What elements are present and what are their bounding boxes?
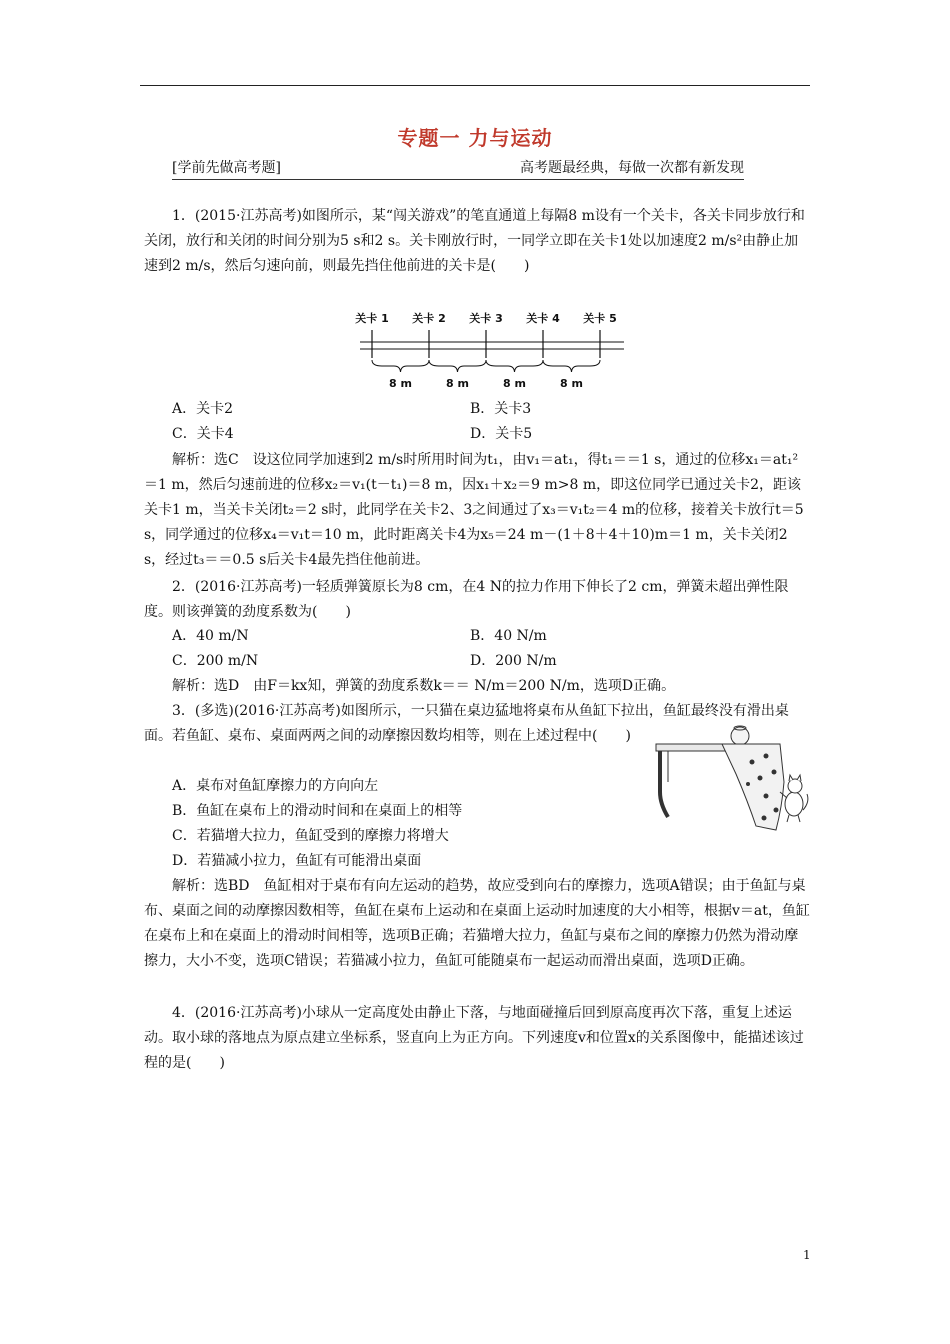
q2-option-a: A．40 m/N <box>172 628 249 644</box>
q3-stem: 3．(多选)(2016·江苏高考)如图所示，一只猫在桌边猛地将桌布从鱼缸下拉出，鱼缸最终没有滑出桌面。若鱼缸、桌布、桌面两两之间的动摩擦因数均相等，则在上述过程中( ) <box>144 703 789 744</box>
q1-option-d: D．关卡5 <box>470 426 533 442</box>
span-braces <box>372 360 600 372</box>
span-brace <box>429 360 486 372</box>
q2-option-c: C．200 m/N <box>172 653 259 669</box>
table-leg <box>660 751 668 817</box>
gate-label: 关卡 3 <box>469 312 503 325</box>
gate-label: 关卡 5 <box>583 312 617 325</box>
gate-labels <box>355 311 616 325</box>
q1-gate-figure <box>352 306 632 396</box>
subhead-right: 高考题最经典，每做一次都有新发现 <box>520 160 744 176</box>
q3-option-a: A．桌布对鱼缸摩擦力的方向向左 <box>172 778 379 794</box>
q2-option-d: D．200 N/m <box>470 653 557 669</box>
q3-option-d: D．若猫减小拉力，鱼缸有可能滑出桌面 <box>172 853 422 869</box>
span-label: 8 m <box>560 377 583 390</box>
q1-option-c: C．关卡4 <box>172 426 234 442</box>
gate-label: 关卡 2 <box>412 312 446 325</box>
q3-option-b: B．鱼缸在桌布上的滑动时间和在桌面上的相等 <box>172 803 463 819</box>
q2-stem: 2．(2016·江苏高考)一轻质弹簧原长为8 cm，在4 N的拉力作用下伸长了2 cm，弹簧未超出弹性限度。则该弹簧的劲度系数为( ) <box>144 579 789 620</box>
tablecloth <box>722 744 784 830</box>
span-brace <box>372 360 429 372</box>
q1-stem: 1．(2015·江苏高考)如图所示，某“闯关游戏”的笔直通道上每隔8 m设有一个关卡，各关卡同步放行和关闭，放行和关闭的时间分别为5 s和2 s。关卡刚放行时，一同学立即在关卡1处以加速度2 m/s²由静止加速到2 m/s，然后匀速向前，则最先挡住他前进的关卡是( ) <box>144 208 805 274</box>
span-brace <box>486 360 543 372</box>
span-labels <box>389 377 583 390</box>
span-label: 8 m <box>446 377 469 390</box>
q1-analysis: 解析：选C 设这位同学加速到2 m/s时所用时间为t₁，由v₁＝at₁，得t₁＝＝1 s，通过的位移x₁＝at₁²＝1 m，然后匀速前进的位移x₂＝v₁(t－t₁)＝8 m，因x₁＋x₂＝9 m>8 m，即这位同学已通过关卡2，距该关卡1 m，当关卡关闭t₂＝2 s时，此同学在关卡2、3之间通过了x₃＝v₁t₂＝4 m的位移，接着关卡放行t＝5 s，同学通过的位移x₄＝v₁t＝10 m，此时距离关卡4为x₅＝24 m－(1＋8＋4＋10)m＝1 m，关卡关闭2 s，经过t₃＝＝0.5 s后关卡4最先挡住他前进。 <box>144 452 804 568</box>
span-brace <box>543 360 600 372</box>
gate-label: 关卡 4 <box>526 312 560 325</box>
gate-posts <box>372 330 600 358</box>
page-title: 专题一 力与运动 <box>397 126 553 150</box>
subheading <box>172 157 744 180</box>
q1-option-a: A．关卡2 <box>172 401 234 417</box>
q4-stem: 4．(2016·江苏高考)小球从一定高度处由静止下落，与地面碰撞后回到原高度再次下落，重复上述运动。取小球的落地点为原点建立坐标系，竖直向上为正方向。下列速度v和位置x的关系图像中，能描述该过程的是( ) <box>144 1005 804 1071</box>
gate-label: 关卡 1 <box>355 312 389 325</box>
q3-analysis: 解析：选BD 鱼缸相对于桌布有向左运动的趋势，故应受到向右的摩擦力，选项A错误；由于鱼缸与桌布、桌面之间的动摩擦因数相等，鱼缸在桌布上运动和在桌面上运动时加速度的大小相等，根据v＝at，鱼缸在桌布上和在桌面上的滑动时间相等，选项B正确；若猫增大拉力，鱼缸与桌布之间的摩擦力仍然为滑动摩擦力，大小不变，选项C错误；若猫减小拉力，鱼缸可能随桌布一起运动而滑出桌面，选项D正确。 <box>144 878 810 969</box>
q2-option-b: B．40 N/m <box>470 628 547 644</box>
page-number: 1 <box>803 1248 811 1262</box>
header-rule <box>140 85 810 86</box>
span-label: 8 m <box>389 377 412 390</box>
q2-analysis: 解析：选D 由F＝kx知，弹簧的劲度系数k＝＝ N/m＝200 N/m，选项D正确。 <box>172 678 676 694</box>
subhead-left: [学前先做高考题] <box>172 160 281 176</box>
cat-tablecloth-figure <box>652 722 812 834</box>
q3-option-c: C．若猫增大拉力，鱼缸受到的摩擦力将增大 <box>172 828 449 844</box>
span-label: 8 m <box>503 377 526 390</box>
q1-option-b: B．关卡3 <box>470 401 532 417</box>
